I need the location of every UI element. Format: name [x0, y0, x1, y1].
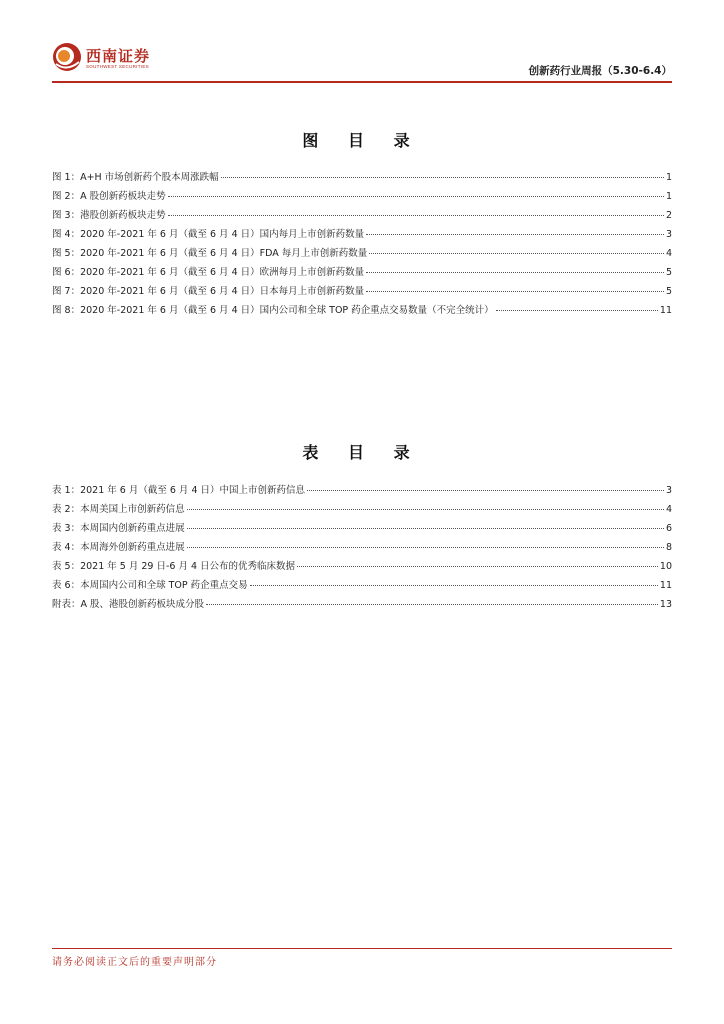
toc-entry-page: 11 [659, 305, 672, 316]
toc-entry-label: 表 2：本周美国上市创新药信息 [52, 504, 185, 515]
toc-dot-leader [187, 508, 664, 510]
toc-entry-page: 3 [665, 485, 672, 496]
toc-dot-leader [297, 565, 658, 567]
toc-entry-page: 1 [665, 172, 672, 183]
toc-entry-page: 11 [659, 580, 672, 591]
toc-entry[interactable] [52, 577, 672, 596]
toc-entry[interactable] [52, 283, 672, 302]
toc-entry[interactable] [52, 539, 672, 558]
toc-dot-leader [168, 195, 664, 197]
toc-entry[interactable] [52, 520, 672, 539]
toc-entry-label: 图 5：2020 年-2021 年 6 月（截至 6 月 4 日）FDA 每月上市创新药数量 [52, 248, 368, 259]
toc-dot-leader [187, 527, 664, 529]
toc-entry-page: 5 [665, 286, 672, 297]
toc-dot-leader [206, 603, 658, 605]
toc-dot-leader [187, 546, 664, 548]
page-header [0, 0, 724, 90]
toc-dot-leader [369, 252, 664, 254]
toc-entry-label: 图 2：A 股创新药板块走势 [52, 191, 166, 202]
toc-dot-leader [168, 214, 664, 216]
footer-divider [52, 948, 672, 949]
toc-entry[interactable] [52, 302, 672, 321]
toc-entry[interactable] [52, 482, 672, 501]
toc-dot-leader [366, 233, 664, 235]
logo-text-cn: 西南证券 [86, 47, 151, 65]
figures-toc-list [52, 169, 672, 321]
toc-entry-label: 图 7：2020 年-2021 年 6 月（截至 6 月 4 日）日本每月上市创新药数量 [52, 286, 365, 297]
toc-entry[interactable] [52, 501, 672, 520]
toc-entry[interactable] [52, 245, 672, 264]
tables-toc-title: 表 目 录 [302, 443, 422, 462]
header-divider [52, 81, 672, 83]
toc-entry-page: 4 [665, 504, 672, 515]
toc-entry[interactable] [52, 226, 672, 245]
toc-entry-page: 2 [665, 210, 672, 221]
toc-entry-label: 表 4：本周海外创新药重点进展 [52, 542, 185, 553]
company-logo [52, 42, 152, 76]
toc-entry-label: 图 1：A+H 市场创新药个股本周涨跌幅 [52, 172, 219, 183]
tables-toc-list [52, 482, 672, 615]
toc-entry[interactable] [52, 558, 672, 577]
toc-dot-leader [366, 290, 664, 292]
toc-entry-label: 表 6：本周国内公司和全球 TOP 药企重点交易 [52, 580, 248, 591]
toc-entry-label: 表 3：本周国内创新药重点进展 [52, 523, 185, 534]
toc-entry-page: 1 [665, 191, 672, 202]
toc-entry-label: 图 4：2020 年-2021 年 6 月（截至 6 月 4 日）国内每月上市创新药数量 [52, 229, 365, 240]
toc-entry[interactable] [52, 207, 672, 226]
toc-entry-label: 图 3：港股创新药板块走势 [52, 210, 166, 221]
toc-dot-leader [307, 489, 664, 491]
toc-dot-leader [366, 271, 664, 273]
toc-entry-page: 8 [665, 542, 672, 553]
toc-dot-leader [496, 309, 658, 311]
toc-entry[interactable] [52, 188, 672, 207]
footer-disclaimer: 请务必阅读正文后的重要声明部分 [52, 957, 217, 968]
toc-dot-leader [221, 176, 664, 178]
toc-entry[interactable] [52, 596, 672, 615]
toc-entry-page: 6 [665, 523, 672, 534]
toc-entry-label: 表 5：2021 年 5 月 29 日-6 月 4 日公布的优秀临床数据 [52, 561, 296, 572]
toc-entry[interactable] [52, 169, 672, 188]
logo-text-en: SOUTHWEST SECURITIES [86, 64, 149, 69]
toc-entry-label: 图 8：2020 年-2021 年 6 月（截至 6 月 4 日）国内公司和全球 TOP 药企重点交易数量（不完全统计） [52, 305, 494, 316]
toc-entry-page: 5 [665, 267, 672, 278]
logo-mark-icon [52, 42, 82, 72]
toc-entry-label: 表 1：2021 年 6 月（截至 6 月 4 日）中国上市创新药信息 [52, 485, 306, 496]
toc-entry-page: 4 [665, 248, 672, 259]
toc-entry-page: 13 [659, 599, 672, 610]
report-title: 创新药行业周报（5.30-6.4） [528, 65, 672, 77]
toc-entry-page: 3 [665, 229, 672, 240]
toc-entry[interactable] [52, 264, 672, 283]
toc-dot-leader [250, 584, 658, 586]
figures-toc-title: 图 目 录 [302, 131, 422, 150]
toc-entry-label: 图 6：2020 年-2021 年 6 月（截至 6 月 4 日）欧洲每月上市创新药数量 [52, 267, 365, 278]
toc-entry-label: 附表：A 股、港股创新药板块成分股 [52, 599, 205, 610]
toc-entry-page: 10 [659, 561, 672, 572]
